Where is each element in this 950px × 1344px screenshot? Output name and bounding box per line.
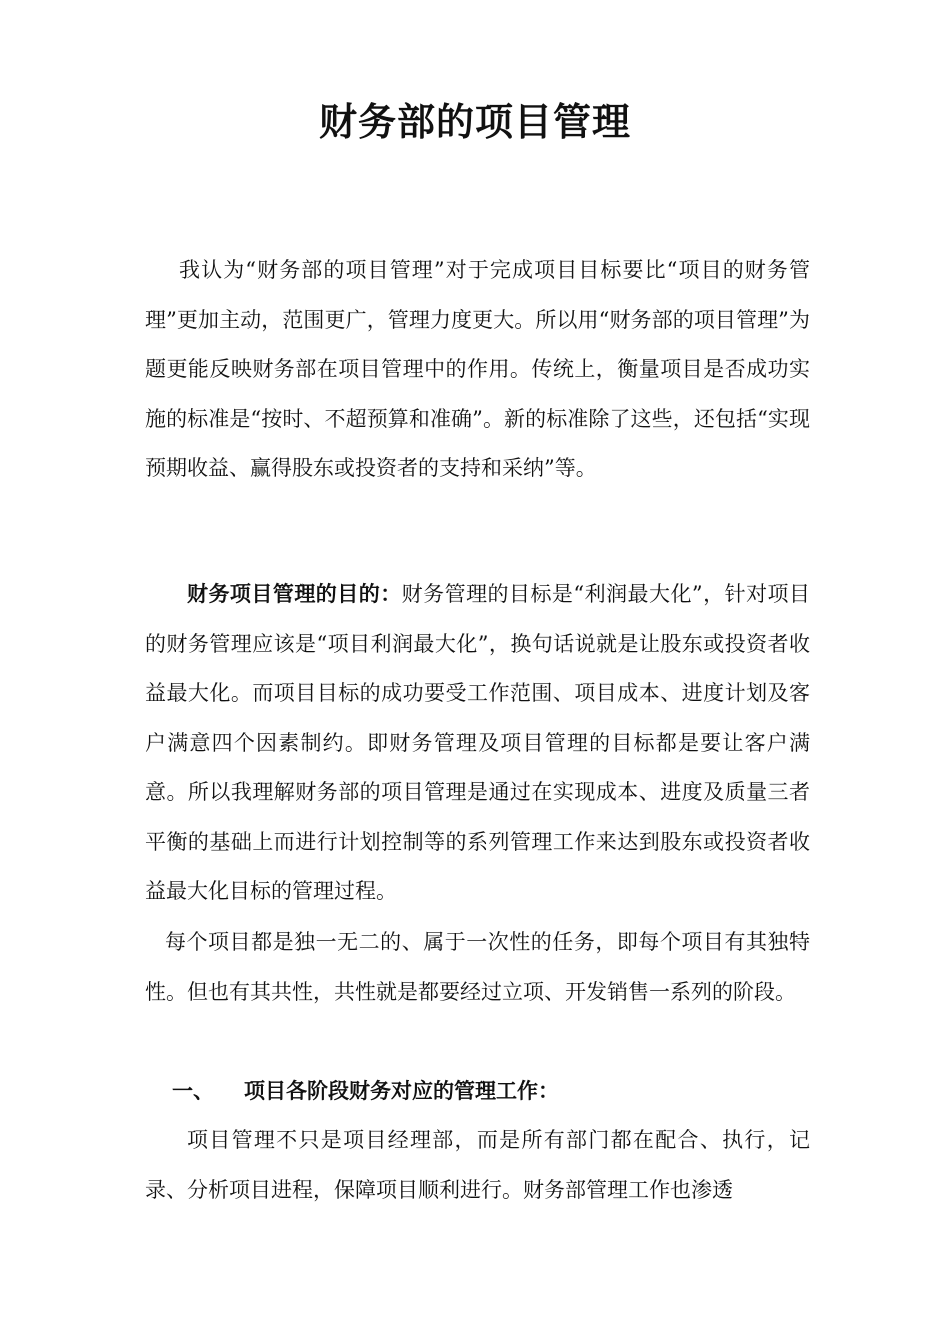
section-title: 项目各阶段财务对应的管理工作： [244, 1079, 559, 1103]
paragraph-intro: 我认为“财务部的项目管理”对于完成项目目标要比“项目的财务管理”更加主动，范围更广，管理力度更大。所以用“财务部的项目管理”为题更能反映财务部在项目管理中的作用。传统上，衡量项目是否成功实施的标准是“按时、不超预算和准确”。新的标准除了这些，还包括“实现预期收益、赢得股东或投资者的支持和采纳”等。 [145, 258, 810, 480]
paragraph-purpose-body: 财务管理的目标是“利润最大化”，针对项目的财务管理应该是“项目利润最大化”，换句话说就是让股东或投资者收益最大化。而项目目标的成功要受工作范围、项目成本、进度计划及客户满意四个因素制约。即财务管理及项目管理的目标都是要让客户满意。所以我理解财务部的项目管理是通过在实现成本、进度及质量三者平衡的基础上而进行计划控制等的系列管理工作来达到股东或投资者收益最大化目标的管理过程。 [145, 582, 810, 903]
paragraph-section1-intro: 项目管理不只是项目经理部，而是所有部门都在配合、执行，记录、分析项目进程，保障项目顺利进行。财务部管理工作也渗透 [145, 1128, 810, 1202]
paragraph-uniqueness: 每个项目都是独一无二的、属于一次性的任务，即每个项目有其独特性。但也有其共性，共性就是都要经过立项、开发销售一系列的阶段。 [145, 930, 810, 1004]
document-title: 财务部的项目管理 [318, 100, 631, 144]
paragraph-purpose-lead: 财务项目管理的目的： [187, 582, 402, 606]
paragraph-purpose [145, 570, 810, 917]
section-number: 一、 [172, 1079, 214, 1103]
section-heading-1 [172, 1067, 559, 1117]
